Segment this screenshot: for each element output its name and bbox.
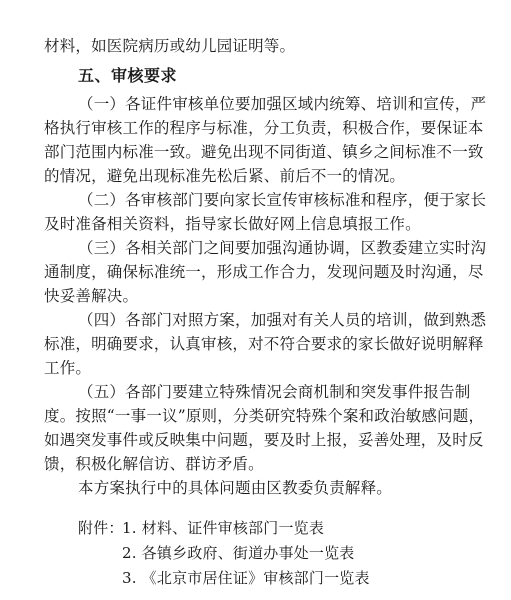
paragraph-4-line-2: 标准，明确要求，认真审核，对不符合要求的家长做好说明解释 <box>44 335 484 353</box>
section-heading: 五、审核要求 <box>78 66 178 85</box>
paragraph-2-line-2: 及时准备相关资料，指导家长做好网上信息填报工作。 <box>44 215 421 233</box>
paragraph-5-line-4: 馈，积极化解信访、群访矛盾。 <box>44 455 264 473</box>
paragraph-5-line-3: 如遇突发事件或反映集中问题，要及时上报，妥善处理，及时反 <box>44 431 484 449</box>
paragraph-4-line-3: 工作。 <box>44 359 92 377</box>
paragraph-3-line-3: 快妥善解决。 <box>44 287 139 305</box>
attachment-item-1: 1. 材料、证件审核部门一览表 <box>122 519 325 537</box>
paragraph-2-line-1: （二）各审核部门要向家长宣传审核标准和程序，便于家长 <box>78 191 487 209</box>
paragraph-6-line-1: 本方案执行中的具体问题由区教委负责解释。 <box>78 479 393 497</box>
paragraph-5-line-2: 度。按照“一事一议”原则，分类研究特殊个案和政治敏感问题， <box>44 407 485 425</box>
carryover-line: 材料，如医院病历或幼儿园证明等。 <box>44 37 296 55</box>
paragraph-1-line-1: （一）各证件审核单位要加强区域内统筹、培训和宣传，严 <box>78 95 487 113</box>
paragraph-4-line-1: （四）各部门对照方案，加强对有关人员的培训，做到熟悉 <box>78 311 487 329</box>
paragraph-3-line-1: （三）各相关部门之间要加强沟通协调，区教委建立实时沟 <box>78 239 487 257</box>
paragraph-5-line-1: （五）各部门要建立特殊情况会商机制和突发事件报告制 <box>78 383 471 401</box>
paragraph-1-line-3: 部门范围内标准一致。避免出现不同街道、镇乡之间标准不一致 <box>44 143 484 161</box>
attachment-item-2: 2. 各镇乡政府、街道办事处一览表 <box>122 544 355 562</box>
paragraph-1-line-4: 的情况，避免出现标准先松后紧、前后不一的情况。 <box>44 167 406 185</box>
paragraph-3-line-2: 通制度，确保标准统一，形成工作合力，发现问题及时沟通，尽 <box>44 263 484 281</box>
attachments-label: 附件： <box>78 519 124 537</box>
paragraph-1-line-2: 格执行审核工作的程序与标准，分工负责，积极合作，要保证本 <box>44 119 484 137</box>
attachment-item-3: 3. 《北京市居住证》审核部门一览表 <box>122 569 370 587</box>
